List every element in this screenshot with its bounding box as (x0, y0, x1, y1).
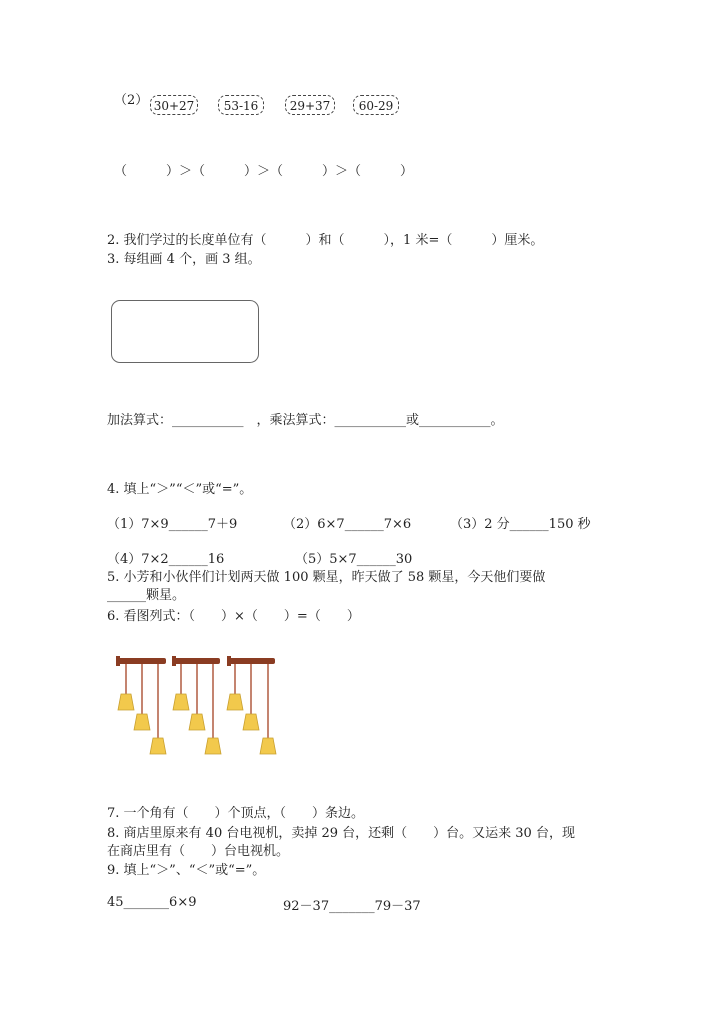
expression-card-1: 30+27 (150, 95, 198, 115)
expression-card-3: 29+37 (285, 95, 335, 115)
question-3: 3. 每组画 4 个，画 3 组。 (107, 252, 261, 267)
question-5-line-2: ______颗星。 (107, 588, 186, 603)
q9-item-1: 45_______6×9 (107, 895, 197, 910)
q4-item-2: （2）6×7______7×6 (283, 517, 412, 532)
q1-part2-label: （2） (114, 93, 149, 108)
lamp-group-3 (227, 656, 276, 754)
question-5-line-1: 5. 小芳和小伙伴们计划两天做 100 颗星，昨天做了 58 颗星，今天他们要做 (107, 570, 546, 585)
question-8-line-1: 8. 商店里原来有 40 台电视机，卖掉 29 台，还剩（ ）台。又运来 30 台，现 (107, 826, 575, 841)
question-9: 9. 填上“＞”、“＜”或“=”。 (107, 863, 266, 878)
q4-item-3: （3）2 分______150 秒 (450, 517, 591, 532)
question-7: 7. 一个角有（ ）个顶点，（ ）条边。 (107, 806, 365, 821)
question-6: 6. 看图列式：（ ）×（ ）=（ ） (107, 609, 360, 624)
lamp-illustration (110, 652, 285, 762)
lamp-group-1 (116, 656, 166, 754)
lamp-group-2 (172, 656, 221, 754)
q9-item-2: 92－37_______79－37 (283, 899, 421, 914)
q4-item-5: （5）5×7______30 (295, 552, 413, 567)
expression-card-2: 53-16 (218, 95, 264, 115)
question-8-line-2: 在商店里有（ ）台电视机。 (107, 844, 290, 859)
q3-answer-line: 加法算式：___________ ，乘法算式：___________或___________。 (107, 413, 504, 428)
question-2: 2. 我们学过的长度单位有（ ）和（ ），1 米=（ ）厘米。 (107, 233, 544, 248)
question-4: 4. 填上“＞”“＜”或“=”。 (107, 482, 253, 497)
compare-answer-line: （ ）＞（ ）＞（ ）＞（ ） (114, 164, 414, 179)
expression-card-4: 60-29 (353, 95, 399, 115)
drawing-box[interactable] (111, 300, 259, 363)
q4-item-4: （4）7×2______16 (107, 552, 225, 567)
q4-item-1: （1）7×9______7＋9 (107, 517, 238, 532)
